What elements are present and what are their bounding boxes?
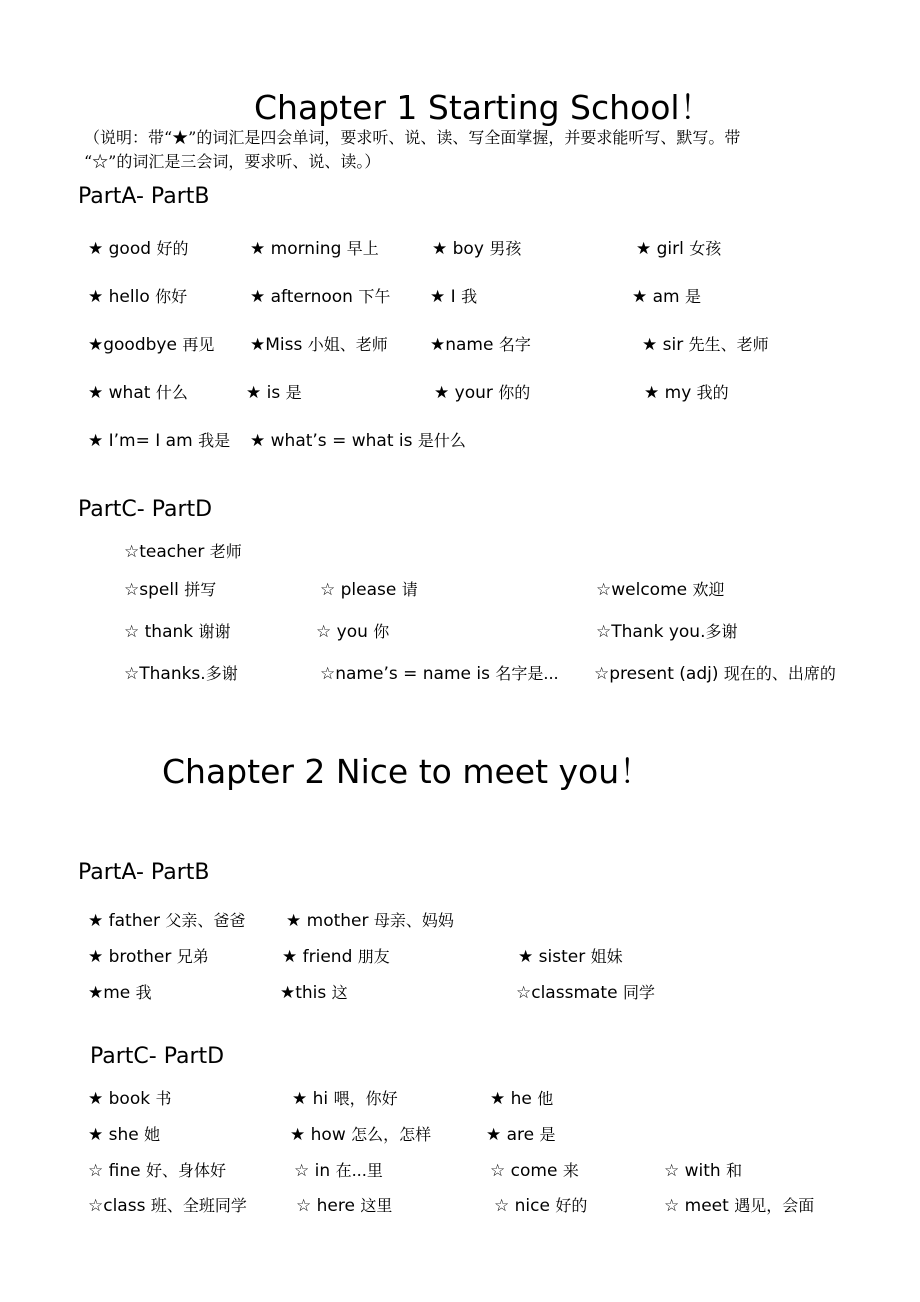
- word-en: ★ boy: [432, 239, 484, 259]
- chapter2-partab-heading: PartA- PartB: [78, 860, 210, 885]
- word-zh: 谢谢: [198, 622, 231, 641]
- word-en: ☆ with: [664, 1161, 721, 1181]
- word-zh: 你的: [498, 383, 531, 402]
- word-entry: [490, 1158, 579, 1181]
- word-en: ★me: [88, 983, 131, 1003]
- word-entry: [430, 332, 531, 355]
- word-entry: [316, 619, 389, 642]
- word-zh: 在...里: [335, 1161, 383, 1180]
- word-entry: [280, 980, 348, 1003]
- word-zh: 再见: [182, 335, 215, 354]
- word-entry: [88, 908, 245, 931]
- word-en: ★ he: [490, 1089, 532, 1109]
- word-zh: 这: [331, 983, 348, 1002]
- word-zh: 兄弟: [176, 947, 209, 966]
- word-zh: 书: [155, 1089, 172, 1108]
- word-entry: [596, 577, 725, 600]
- word-en: ★ hi: [292, 1089, 329, 1109]
- chapter2-partcd-heading: PartC- PartD: [90, 1044, 225, 1069]
- word-zh: 她: [144, 1125, 161, 1144]
- word-en: ★name: [430, 335, 494, 355]
- word-en: ☆ in: [294, 1161, 331, 1181]
- word-en: ★ sister: [518, 947, 586, 967]
- word-entry: [642, 332, 769, 355]
- word-entry: [88, 284, 187, 307]
- word-zh: 请: [401, 580, 418, 599]
- word-entry: [124, 661, 238, 684]
- word-zh: 是什么: [417, 431, 466, 450]
- word-entry: [636, 236, 721, 259]
- word-zh: 老师: [209, 542, 242, 561]
- word-en: ★ are: [486, 1125, 535, 1145]
- word-en: ★ morning: [250, 239, 342, 259]
- word-en: ☆ you: [316, 622, 368, 642]
- word-entry: [516, 980, 655, 1003]
- word-en: ★ hello: [88, 287, 150, 307]
- word-en: ★ good: [88, 239, 152, 259]
- word-en: ☆classmate: [516, 983, 618, 1003]
- word-zh: 同学: [622, 983, 655, 1002]
- word-entry: [430, 284, 477, 307]
- word-entry: [88, 380, 188, 403]
- word-en: ★ girl: [636, 239, 684, 259]
- word-entry: [250, 332, 388, 355]
- word-entry: [88, 1086, 172, 1109]
- word-zh: 是: [539, 1125, 556, 1144]
- word-entry: [88, 332, 214, 355]
- word-entry: [250, 428, 466, 451]
- word-en: ☆Thanks.: [124, 664, 206, 684]
- chapter2-title: Chapter 2 Nice to meet you！: [162, 752, 653, 791]
- word-zh: 好、身体好: [146, 1161, 227, 1180]
- word-zh: 名字是...: [495, 664, 559, 683]
- word-zh: 先生、老师: [688, 335, 769, 354]
- word-entry: [124, 539, 242, 562]
- word-zh: 男孩: [489, 239, 522, 258]
- word-zh: 多谢: [205, 664, 238, 683]
- word-en: ★ am: [632, 287, 680, 307]
- word-entry: [518, 944, 623, 967]
- word-zh: 是: [685, 287, 702, 306]
- word-zh: 遇见，会面: [734, 1196, 815, 1215]
- word-entry: [88, 1122, 160, 1145]
- word-entry: [282, 944, 390, 967]
- word-en: ☆welcome: [596, 580, 688, 600]
- word-en: ★ I’m= I am: [88, 431, 193, 451]
- word-zh: 好的: [156, 239, 189, 258]
- word-entry: [88, 1158, 226, 1181]
- word-en: ★ how: [290, 1125, 346, 1145]
- word-zh: 怎么，怎样: [351, 1125, 432, 1144]
- word-entry: [250, 284, 390, 307]
- word-zh: 母亲、妈妈: [373, 911, 454, 930]
- word-en: ☆ thank: [124, 622, 194, 642]
- word-en: ★ afternoon: [250, 287, 353, 307]
- word-entry: [88, 1193, 247, 1216]
- word-en: ★ friend: [282, 947, 353, 967]
- word-entry: [664, 1158, 742, 1181]
- word-entry: [320, 577, 418, 600]
- word-en: ★ mother: [286, 911, 369, 931]
- word-en: ☆spell: [124, 580, 179, 600]
- word-en: ★ is: [246, 383, 281, 403]
- word-entry: [290, 1122, 431, 1145]
- word-zh: 我: [461, 287, 478, 306]
- word-zh: 这里: [360, 1196, 393, 1215]
- word-en: ★ she: [88, 1125, 139, 1145]
- word-en: ★this: [280, 983, 327, 1003]
- word-en: ★ book: [88, 1089, 151, 1109]
- word-zh: 我: [135, 983, 152, 1002]
- word-entry: [644, 380, 729, 403]
- word-en: ★ what: [88, 383, 151, 403]
- word-zh: 什么: [155, 383, 188, 402]
- note-line-2: “☆”的词汇是三会词，要求听、说、读。）: [84, 152, 381, 171]
- word-entry: [292, 1086, 398, 1109]
- word-entry: [434, 380, 530, 403]
- word-en: ☆name’s = name is: [320, 664, 490, 684]
- word-entry: [490, 1086, 553, 1109]
- word-zh: 和: [726, 1161, 743, 1180]
- word-entry: [320, 661, 559, 684]
- word-entry: [494, 1193, 587, 1216]
- word-entry: [88, 980, 152, 1003]
- word-entry: [664, 1193, 814, 1216]
- word-entry: [88, 944, 209, 967]
- word-zh: 你好: [155, 287, 188, 306]
- word-entry: [88, 428, 230, 451]
- word-zh: 现在的、出席的: [723, 664, 836, 683]
- word-entry: [124, 619, 231, 642]
- word-zh: 来: [562, 1161, 579, 1180]
- word-en: ★ I: [430, 287, 456, 307]
- word-en: ☆ come: [490, 1161, 558, 1181]
- word-zh: 姐妹: [590, 947, 623, 966]
- word-en: ☆present (adj): [594, 664, 719, 684]
- word-zh: 班、全班同学: [150, 1196, 247, 1215]
- word-en: ☆ please: [320, 580, 397, 600]
- word-zh: 好的: [555, 1196, 588, 1215]
- word-zh: 我是: [198, 431, 231, 450]
- word-zh: 拼写: [184, 580, 217, 599]
- word-zh: 是: [285, 383, 302, 402]
- word-zh: 多谢: [705, 622, 738, 641]
- word-en: ☆Thank you.: [596, 622, 706, 642]
- word-entry: [286, 908, 454, 931]
- note-line-1: （说明：带“★”的词汇是四会单词，要求听、说、读、写全面掌握，并要求能听写、默写。带: [84, 128, 741, 147]
- word-entry: [596, 619, 738, 642]
- word-en: ☆teacher: [124, 542, 205, 562]
- word-zh: 早上: [346, 239, 379, 258]
- word-zh: 小姐、老师: [307, 335, 388, 354]
- word-en: ☆ fine: [88, 1161, 141, 1181]
- word-entry: [250, 236, 379, 259]
- word-en: ☆ meet: [664, 1196, 729, 1216]
- word-en: ★ your: [434, 383, 493, 403]
- word-zh: 我的: [696, 383, 729, 402]
- word-entry: [632, 284, 701, 307]
- word-zh: 朋友: [357, 947, 390, 966]
- word-entry: [296, 1193, 392, 1216]
- word-en: ★ sir: [642, 335, 684, 355]
- word-en: ★ brother: [88, 947, 172, 967]
- word-entry: [294, 1158, 383, 1181]
- word-en: ★ father: [88, 911, 160, 931]
- chapter1-title: Chapter 1 Starting School！: [254, 88, 713, 127]
- word-entry: [594, 661, 836, 684]
- word-zh: 下午: [358, 287, 391, 306]
- word-zh: 父亲、爸爸: [165, 911, 246, 930]
- chapter1-partcd-heading: PartC- PartD: [78, 497, 213, 522]
- word-zh: 他: [537, 1089, 554, 1108]
- word-en: ★goodbye: [88, 335, 177, 355]
- word-en: ☆ here: [296, 1196, 355, 1216]
- word-zh: 喂，你好: [333, 1089, 398, 1108]
- word-entry: [246, 380, 302, 403]
- word-zh: 欢迎: [692, 580, 725, 599]
- word-entry: [432, 236, 521, 259]
- word-en: ★Miss: [250, 335, 303, 355]
- word-entry: [88, 236, 188, 259]
- word-zh: 名字: [498, 335, 531, 354]
- word-en: ☆ nice: [494, 1196, 550, 1216]
- word-entry: [124, 577, 216, 600]
- word-zh: 你: [373, 622, 390, 641]
- chapter1-partab-heading: PartA- PartB: [78, 184, 210, 209]
- word-en: ★ my: [644, 383, 692, 403]
- word-en: ☆class: [88, 1196, 146, 1216]
- word-entry: [486, 1122, 556, 1145]
- word-en: ★ what’s = what is: [250, 431, 413, 451]
- word-zh: 女孩: [689, 239, 722, 258]
